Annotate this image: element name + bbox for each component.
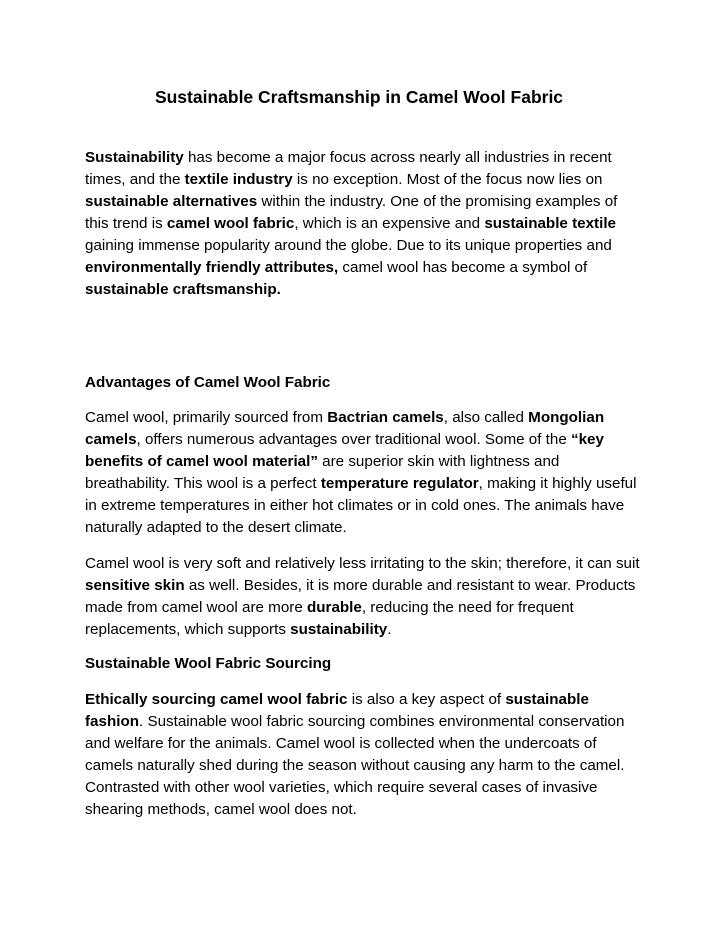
text-run: has become a major focus across nearly all industries in recent times, and the	[85, 149, 612, 188]
advantages-heading: Advantages of Camel Wool Fabric	[85, 374, 331, 391]
text-run: . Sustainable wool fabric sourcing combines environmental conservation and welfare for the animals. Camel wool is collected when the undercoats of camels naturally shed during the season without causing any harm to the camel. Contrasted with other wool varieties, which require several cases of invasive shearing methods, camel wool does not.	[85, 713, 625, 818]
text-run: Camel wool, primarily sourced from	[85, 409, 328, 426]
text-run: , reducing the need for frequent replacements, which supports	[85, 599, 574, 638]
sourcing-heading: Sustainable Wool Fabric Sourcing	[85, 655, 332, 672]
text-run: Camel wool is very soft and relatively less irritating to the skin; therefore, it can suit	[85, 555, 640, 572]
bold-text-run: camel wool fabric	[166, 215, 295, 232]
bold-text-run: sustainable fashion	[85, 691, 589, 730]
document-title: Sustainable Craftsmanship in Camel Wool Fabric	[154, 87, 564, 107]
text-run: are superior skin with lightness and breathability. This wool is a perfect	[85, 453, 560, 492]
text-run: .	[387, 621, 392, 638]
text-run: gaining immense popularity around the globe. Due to its unique properties and	[85, 237, 612, 254]
bold-text-run: environmentally friendly attributes,	[85, 259, 339, 276]
text-run: is no exception. Most of the focus now lies on	[292, 171, 603, 188]
text-run: is also a key aspect of	[347, 691, 506, 708]
bold-text-run: temperature regulator	[320, 475, 479, 492]
bold-text-run: sustainable textile	[484, 215, 616, 232]
bold-text-run: textile industry	[184, 171, 293, 188]
bold-text-run: Sustainability	[85, 149, 184, 166]
text-run: as well. Besides, it is more durable and resistant to wear. Products made from camel wool are more	[85, 577, 636, 616]
bold-text-run: sustainable craftsmanship.	[85, 281, 281, 298]
text-run: , which is an expensive and	[294, 215, 485, 232]
bold-text-run: Ethically sourcing camel wool fabric	[85, 691, 348, 708]
bold-text-run: sustainable alternatives	[85, 193, 258, 210]
bold-text-run: durable	[306, 599, 362, 616]
intro-paragraph	[85, 147, 645, 301]
bold-text-run: sensitive skin	[85, 577, 185, 594]
advantages-paragraph-2	[85, 553, 645, 641]
sourcing-paragraph	[85, 689, 645, 821]
text-run: within the industry. One of the promising examples of this trend is	[85, 193, 618, 232]
text-run: camel wool has become a symbol of	[338, 259, 588, 276]
bold-text-run: Mongolian camels	[85, 409, 605, 448]
bold-text-run: sustainability	[290, 621, 388, 638]
bold-text-run: “key benefits of camel wool material”	[85, 431, 604, 470]
bold-text-run: Bactrian camels	[327, 409, 444, 426]
text-run: , making it highly useful in extreme temperatures in either hot climates or in cold ones. The animals have naturally adapted to the desert climate.	[85, 475, 637, 536]
text-run: , offers numerous advantages over traditional wool. Some of the	[136, 431, 572, 448]
text-run: , also called	[443, 409, 529, 426]
advantages-paragraph-1	[85, 407, 645, 539]
